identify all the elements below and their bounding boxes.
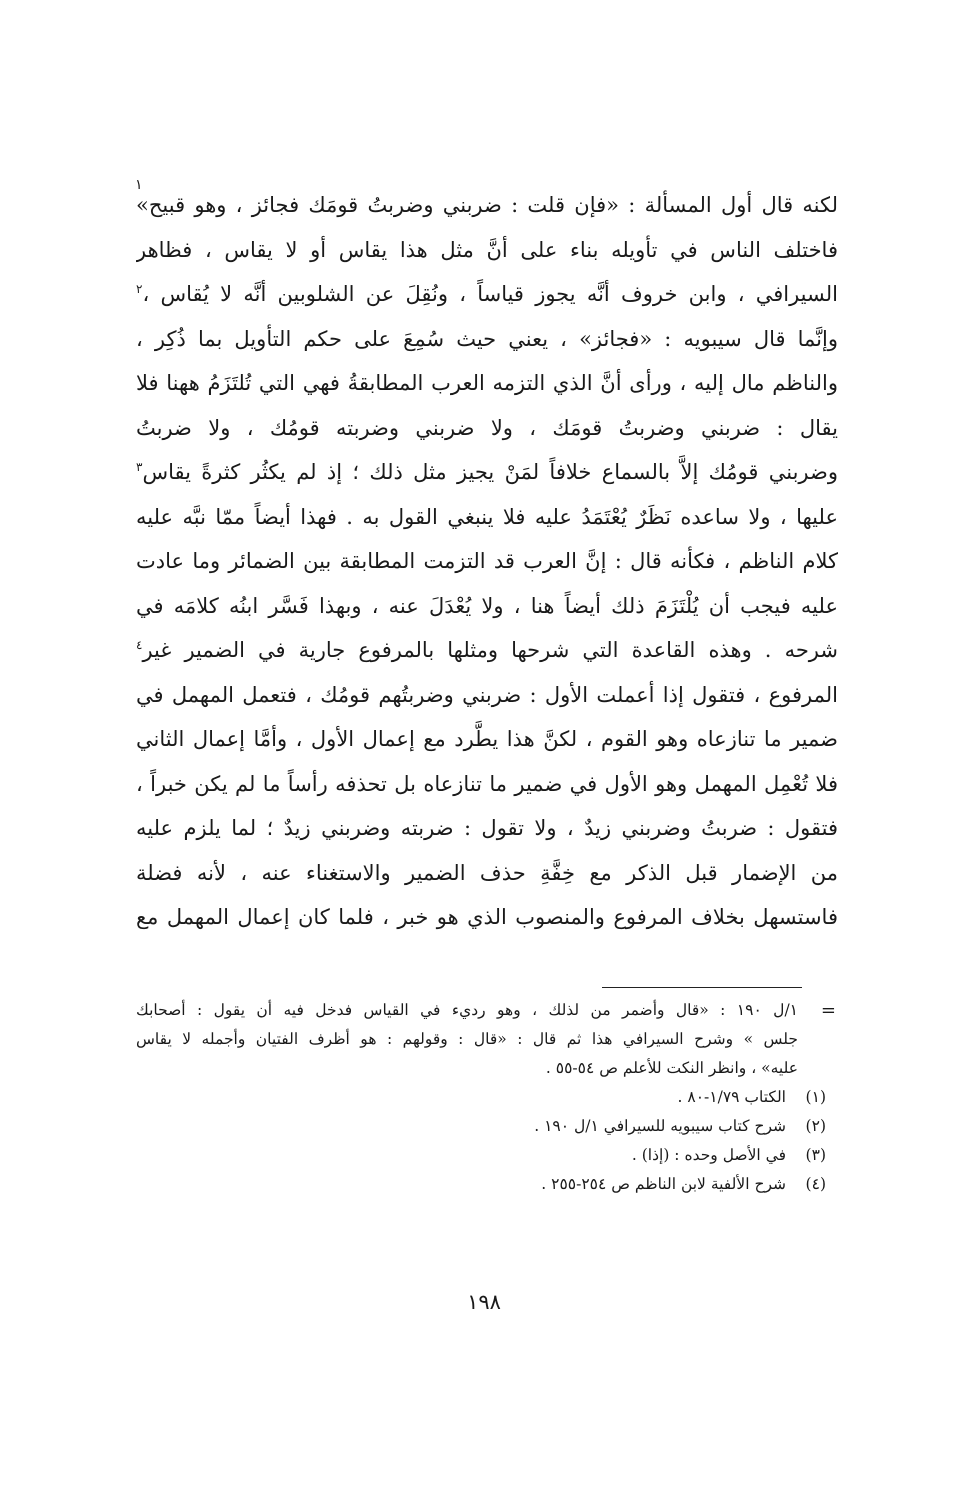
footnote-4 bbox=[136, 1170, 838, 1199]
main-text bbox=[136, 183, 838, 940]
text-line-11 bbox=[136, 628, 838, 673]
text-line-7 bbox=[136, 450, 838, 495]
text-line-1: لكنه قال أول المسألة : «فإن قلت : ضربني وضربتُ قومَك فجائز ، وهو قبيح» bbox=[136, 193, 838, 217]
text-line-12: المرفوع ، فتقول إذا أعملت الأول : ضربني وضربتُهم قومُك ، فتعمل المهمل في bbox=[136, 682, 838, 707]
text-line-10: عليه فيجب أن يُلْتَزَمَ ذلك أيضاً هنا ، ولا يُعْدَلَ عنه ، وبهذا فَسَّر ابنُه كلامَه في bbox=[136, 593, 838, 618]
text-line-15: فتقول : ضربتُ وضربني زيدٌ ، ولا تقول : ضربته وضربني زيدٌ ؛ لما يلزم عليه bbox=[136, 816, 838, 840]
text-line-5: والناظم مال إليه ، ورأى أنَّ الذي التزمه العرب المطابقةُ فهي التي تُلتَزَمُ ههنا فلا bbox=[136, 371, 838, 395]
text-line-4: وإنَّما قال سيبويه : «فجائز» ، يعني حيث سُمِعَ على حكم التأويل بما ذُكِر ، bbox=[136, 326, 838, 351]
text-line-9: كلام الناظم ، فكأنه قال : إنَّ العرب قد التزمت المطابقة بين الضمائر وما عادت bbox=[136, 549, 838, 573]
footnote-continuation-line-3: عليه» ، وانظر النكت للأعلم ص ٥٤-٥٥ . bbox=[545, 1059, 798, 1077]
footnote-2 bbox=[136, 1112, 838, 1141]
footnote-ref-3: ٣ bbox=[136, 460, 143, 474]
footnote-ref-4: ٤ bbox=[136, 638, 143, 652]
text-line-3 bbox=[136, 272, 838, 317]
text-line-13: ضمير ما تنازعاه وهو القوم ، لكنَّ هذا يطَّرد مع إعمال الأول ، وأمَّا إعمال الثاني bbox=[136, 727, 838, 751]
text-line-3-content: السيرافي ، وابن خروف أنَّه يجوز قياساً ، ونُقِلَ عن الشلوبين أنَّه لا يُقاس ، bbox=[142, 282, 838, 306]
footnote-text: في الأصل وحده : (إذا) . bbox=[631, 1146, 786, 1164]
footnote-continuation bbox=[136, 996, 838, 1083]
continuation-mark: = bbox=[820, 1000, 836, 1021]
footnote-continuation-line-1: ١/ل ١٩٠ : «قال وأضمر من لذلك ، وهو رديء في القياس فدخل فيه أن يقول : أصحابك bbox=[136, 1001, 798, 1019]
footnote-text: شرح الألفية لابن الناظم ص ٢٥٤-٢٥٥ . bbox=[541, 1175, 786, 1193]
footnote-3 bbox=[136, 1141, 838, 1170]
footnote-separator bbox=[602, 987, 802, 988]
text-line-11-content: شرحه . وهذه القاعدة التي شرحها ومثلها بالمرفوع جارية في الضمير غير bbox=[142, 638, 838, 662]
footnote-number: (٤) bbox=[805, 1175, 826, 1193]
text-line-16: من الإضمار قبل الذكر مع خِفَّةِ حذف الضمير والاستغناء عنه ، لأنه فضلة bbox=[136, 860, 838, 885]
footnote-text: الكتاب ١/٧٩-٨٠ . bbox=[677, 1088, 786, 1106]
footnote-ref-2: ٢ bbox=[136, 282, 143, 296]
text-line-17: فاستسهل بخلاف المرفوع والمنصوب الذي هو خبر ، فلما كان إعمال المهمل مع bbox=[136, 905, 838, 929]
footnote-text: شرح كتاب سيبويه للسيرافي ١/ل ١٩٠ . bbox=[534, 1117, 786, 1135]
footnote-number: (٣) bbox=[805, 1146, 826, 1164]
footnote-1 bbox=[136, 1083, 838, 1112]
text-line-14: فلا تُعْمِل المهمل وهو الأول في ضمير ما تنازعاه بل تحذفه رأساً ما لم يكن خبراً ، bbox=[136, 771, 838, 796]
footnote-continuation-line-2: جلس » وشرح السيرافي هذا ثم قال : «قال : وقولهم : هو أظرف الفتيان وأجمله لا يقاس bbox=[136, 1030, 798, 1048]
footnote-number: (٢) bbox=[805, 1117, 826, 1135]
footnote-number: (١) bbox=[805, 1088, 826, 1106]
text-line-7-content: وضربني قومُك إلاَّ بالسماع خلافاً لمَنْ يجيز مثل ذلك ؛ إذ لم يكثُر كثرةً يقاس bbox=[142, 460, 838, 484]
footnotes bbox=[136, 996, 838, 1199]
text-line-2: فاختلف الناس في تأويله بناء على أنَّ مثل هذا يقاس أو لا يقاس ، فظاهر bbox=[136, 237, 838, 262]
page-number: ١٩٨ bbox=[467, 1290, 501, 1314]
text-line-8: عليها ، ولا ساعده نَظَرٌ يُعْتَمَدُ عليه فلا ينبغي القول به . فهذا أيضاً ممّا نبَّه عليه bbox=[136, 504, 838, 529]
footnote-marker-1: ١ bbox=[135, 177, 143, 193]
text-line-6: يقال : ضربني وضربتُ قومَك ، ولا ضربني وضربته قومُك ، ولا ضربتُ bbox=[136, 415, 838, 440]
